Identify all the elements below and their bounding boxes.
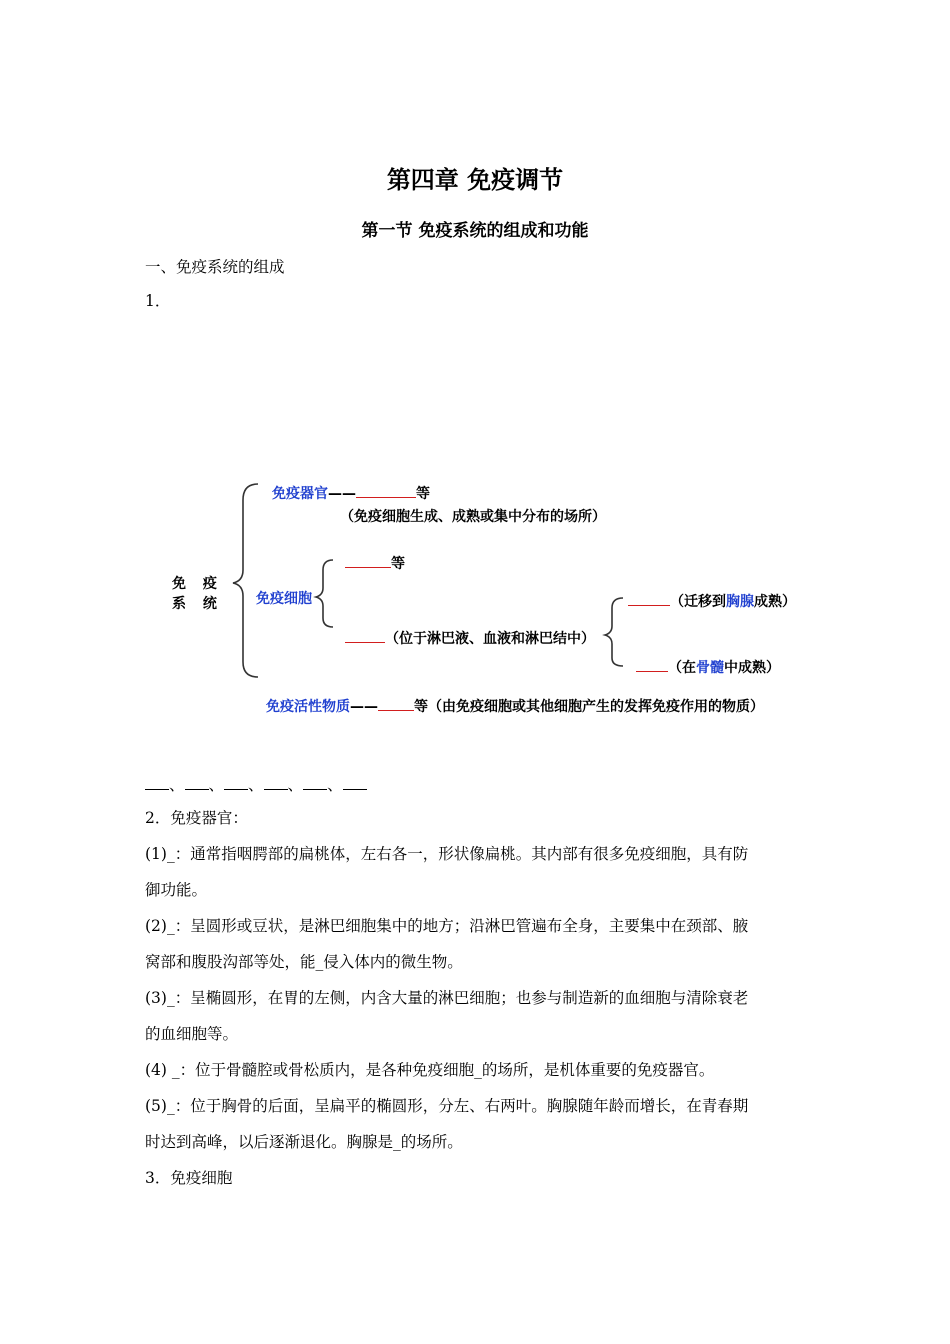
separator: 、	[327, 776, 343, 794]
answer-blank	[224, 778, 248, 790]
separator: 、	[287, 776, 304, 794]
t-cell-key: 胸腺	[726, 594, 754, 610]
paragraph-5-line-2: 时达到高峰，以后逐渐退化。胸腺是_的场所。	[145, 1133, 463, 1151]
item-number-1: 1．	[145, 292, 171, 310]
answer-blank	[145, 778, 169, 790]
t-cell-row	[628, 591, 796, 611]
section-heading: 一、免疫系统的组成	[145, 258, 285, 276]
paragraph-1-line-1: (1)_：通常指咽腭部的扁桃体，左右各一，形状像扁桃。其内部有很多免疫细胞，具有防	[145, 845, 749, 863]
organ-row	[272, 483, 430, 503]
cell-lower-blank	[345, 630, 385, 643]
cell-brace	[316, 560, 333, 627]
t-cell-blank	[628, 593, 670, 606]
paragraph-1-line-2: 御功能。	[145, 881, 208, 899]
cell-label: 免疫细胞	[256, 591, 312, 607]
separator: 、	[169, 776, 185, 794]
answer-blank	[185, 778, 209, 790]
answer-blank	[264, 778, 288, 790]
paragraph-5-line-1: (5)_：位于胸骨的后面，呈扁平的椭圆形，分左、右两叶。胸腺随年龄而增长，在青春期	[145, 1097, 749, 1115]
t-cell-post: 成熟）	[754, 594, 796, 610]
lymphocyte-brace	[605, 598, 623, 666]
b-cell-row	[636, 657, 780, 677]
substance-tail: 等（由免疫细胞或其他细胞产生的发挥免疫作用的物质）	[414, 699, 764, 715]
organ-label: 免疫器官	[272, 486, 328, 502]
b-cell-key: 骨髓	[696, 660, 724, 676]
b-cell-pre: （在	[668, 660, 696, 676]
item-heading-2: 2．免疫器官：	[145, 809, 248, 827]
answer-blank	[303, 778, 327, 790]
organ-note: （免疫细胞生成、成熟或集中分布的场所）	[340, 509, 606, 525]
t-cell-pre: （迁移到	[670, 594, 726, 610]
separator: 、	[248, 776, 264, 794]
separator: 、	[208, 776, 225, 794]
cell-upper-row	[345, 553, 405, 573]
organ-tail: 等	[416, 486, 430, 502]
section-title: 第一节 免疫系统的组成和功能	[361, 221, 589, 241]
paragraph-2-line-2: 窝部和腹股沟部等处，能_侵入体内的微生物。	[145, 953, 463, 971]
page-title: 第四章 免疫调节	[386, 165, 564, 194]
cell-lower-note: （位于淋巴液、血液和淋巴结中）	[385, 631, 595, 647]
cell-upper-blank	[345, 555, 391, 568]
diagram-root-label: 免 疫 系 统	[172, 576, 223, 612]
item-heading-3: 3．免疫细胞	[145, 1169, 233, 1187]
paragraph-2-line-1: (2)_：呈圆形或豆状，是淋巴细胞集中的地方；沿淋巴管遍布全身，主要集中在颈部、腋	[145, 917, 749, 935]
organ-blank	[356, 485, 416, 498]
substance-row	[266, 696, 764, 716]
paragraph-3-line-2: 的血细胞等。	[145, 1025, 239, 1043]
answer-blanks	[145, 773, 367, 795]
organ-dash: ——	[328, 486, 356, 502]
b-cell-post: 中成熟）	[724, 660, 780, 676]
answer-blank	[343, 778, 367, 790]
cell-upper-tail: 等	[391, 556, 405, 572]
substance-dash: ——	[350, 699, 378, 715]
paragraph-3-line-1: (3)_：呈椭圆形，在胃的左侧，内含大量的淋巴细胞；也参与制造新的血细胞与清除衰老	[145, 989, 749, 1007]
substance-blank	[378, 698, 414, 711]
substance-label: 免疫活性物质	[266, 699, 350, 715]
b-cell-blank	[636, 659, 668, 672]
paragraph-4: (4) _：位于骨髓腔或骨松质内，是各种免疫细胞_的场所，是机体重要的免疫器官。	[145, 1061, 715, 1079]
cell-lower-row	[345, 628, 595, 648]
